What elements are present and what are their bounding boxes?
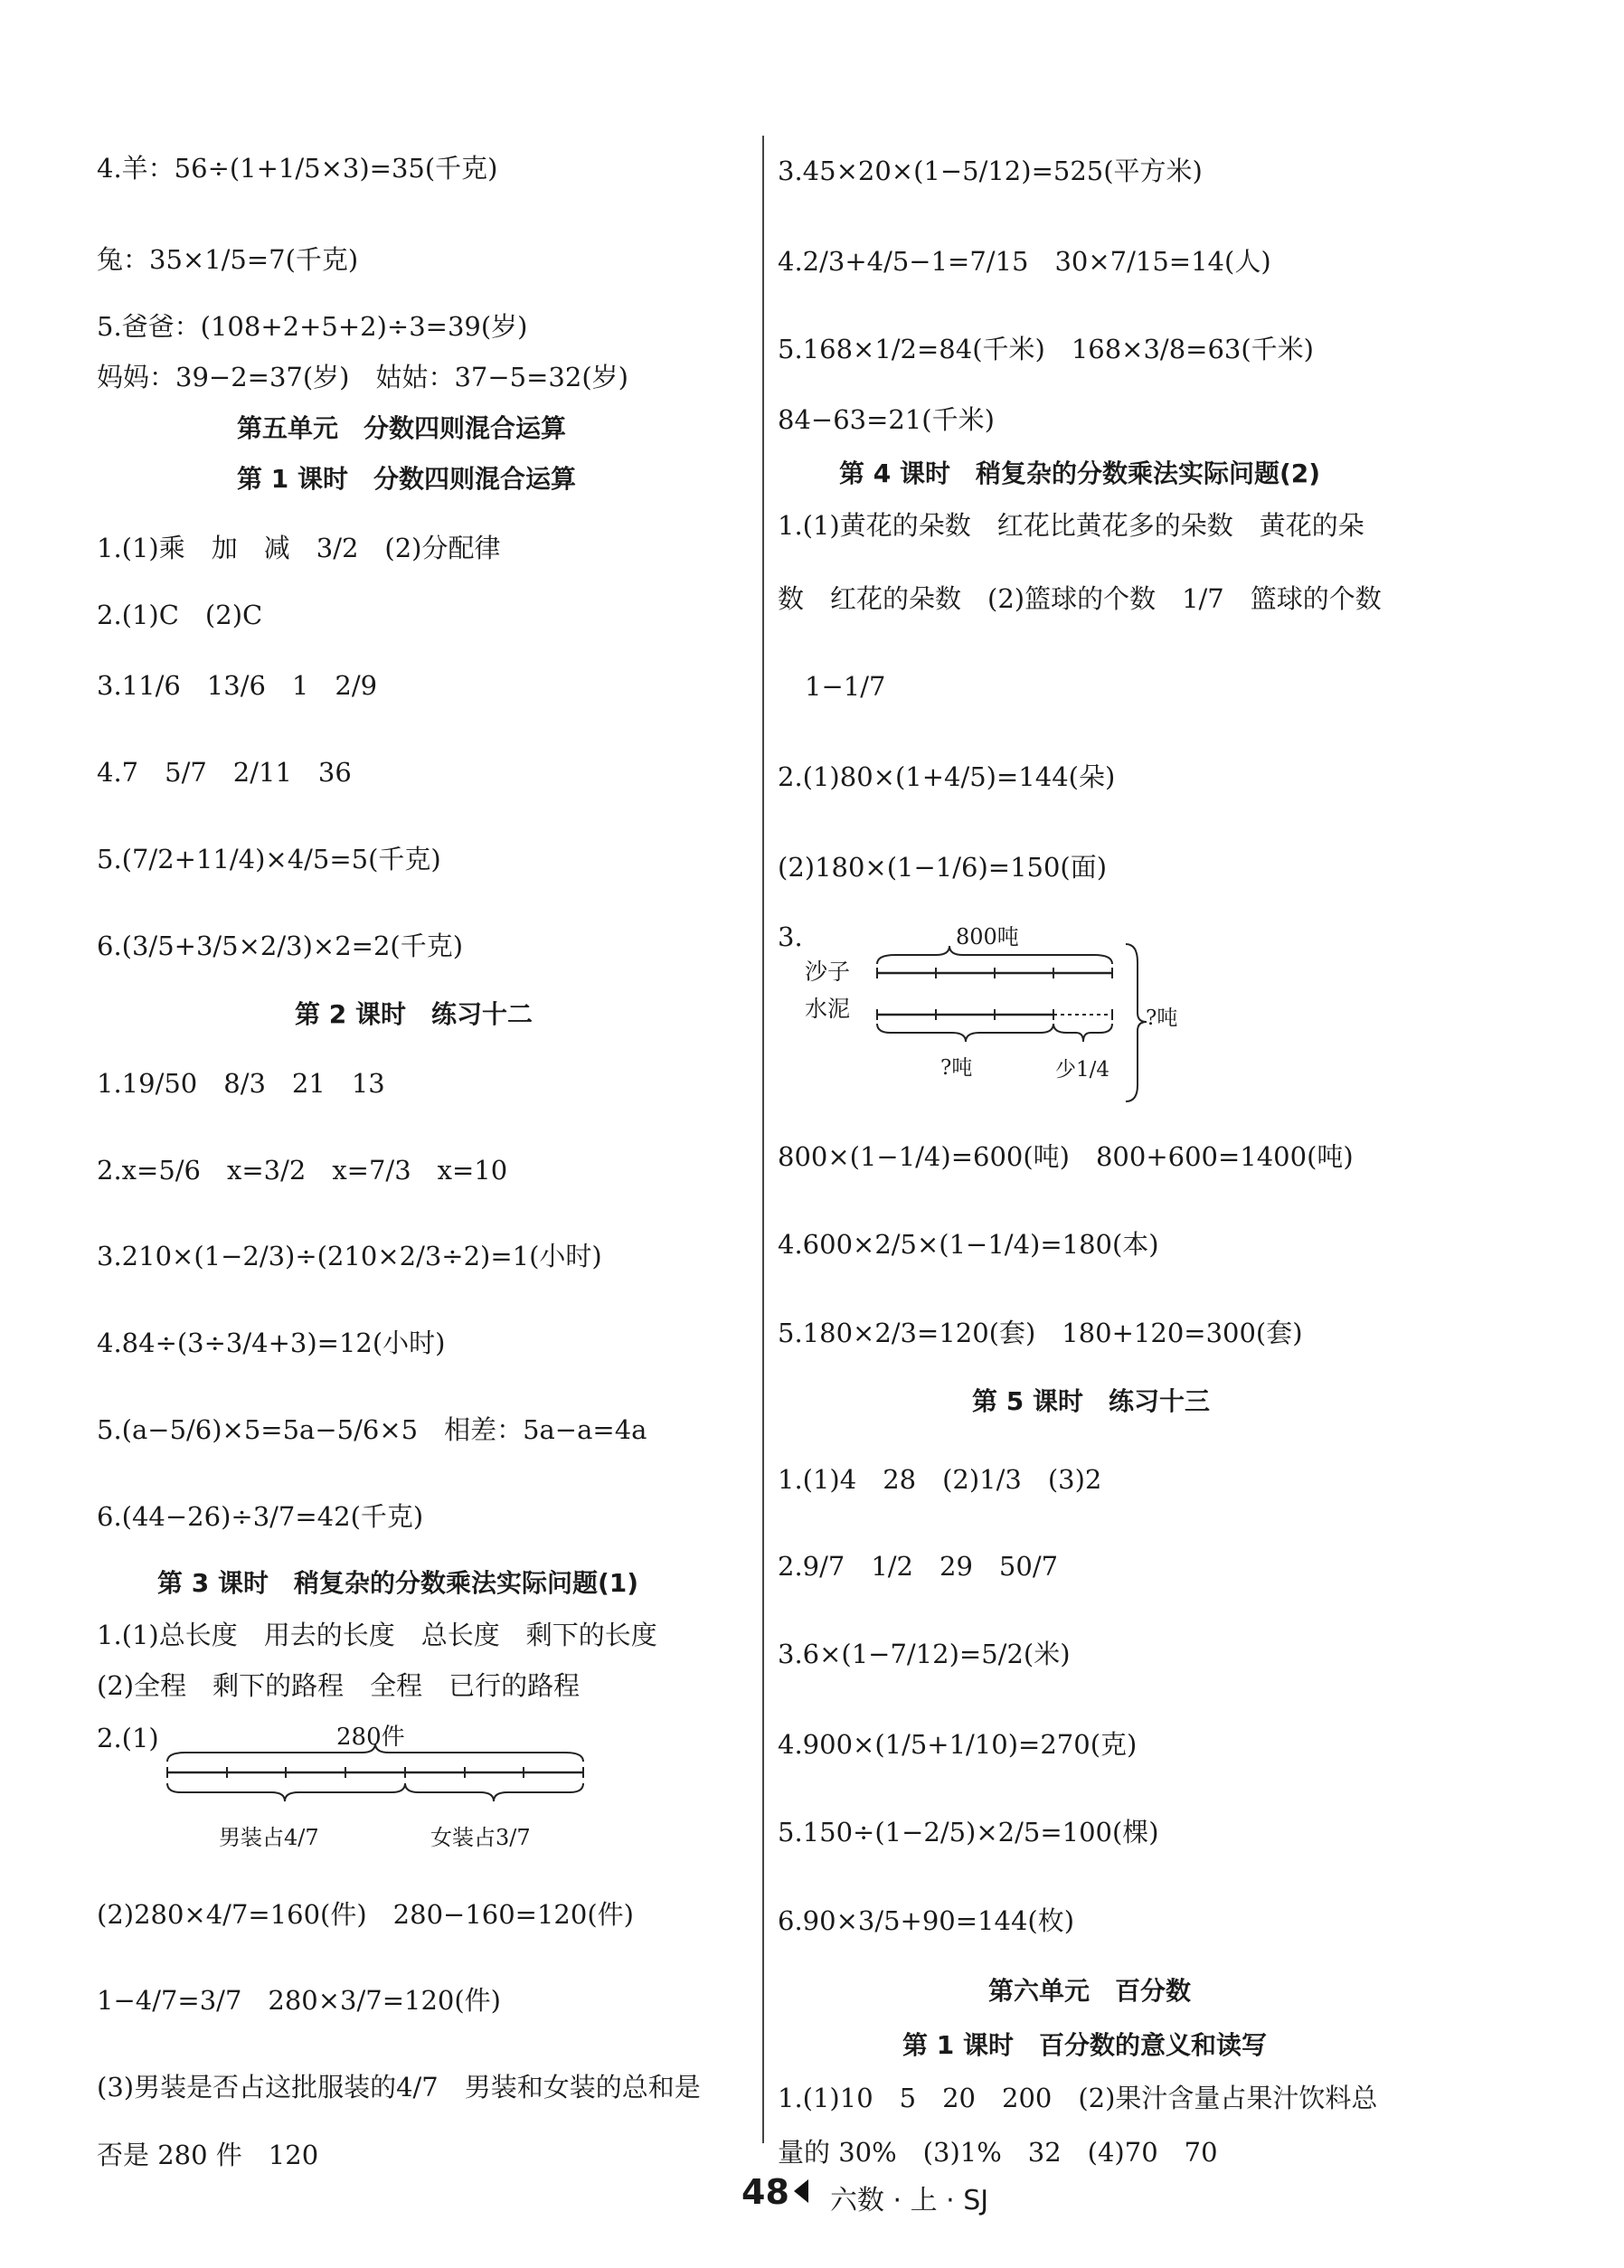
answer-line: 6.(44−26)÷3/7=42(千克) (97, 1501, 424, 1532)
diagram-top-label: 800吨 (956, 924, 1019, 950)
answer-line: 3. (778, 921, 803, 952)
answer-line: 量的 30% (3)1% 32 (4)70 70 (778, 2137, 1218, 2168)
answer-line: 5.(7/2+11/4)×4/5=5(千克) (97, 844, 441, 874)
answer-line: 3.210×(1−2/3)÷(210×2/3÷2)=1(小时) (97, 1241, 602, 1271)
lesson-heading: 第 5 课时 练习十三 (972, 1386, 1210, 1416)
answer-line: 4.羊：56÷(1+1/5×3)=35(千克) (97, 153, 498, 184)
unit-heading: 第五单元 分数四则混合运算 (237, 413, 567, 443)
answer-line: 1−1/7 (805, 671, 886, 702)
answer-line: 1.(1)10 5 20 200 (2)果汁含量占果汁饮料总 (778, 2083, 1378, 2113)
diagram-male-label: 男装占4/7 (219, 1825, 319, 1850)
answer-line: 800×(1−1/4)=600(吨) 800+600=1400(吨) (778, 1141, 1354, 1172)
answer-line: 5.爸爸：(108+2+5+2)÷3=39(岁) (97, 311, 528, 342)
answer-line: 3.6×(1−7/12)=5/2(米) (778, 1639, 1071, 1669)
answer-line: 2.(1) (97, 1723, 159, 1753)
answer-line: (2)全程 剩下的路程 全程 已行的路程 (97, 1670, 581, 1701)
answer-line: 1.(1)总长度 用去的长度 总长度 剩下的长度 (97, 1620, 657, 1650)
answer-line: 1.(1)乘 加 减 3/2 (2)分配律 (97, 533, 501, 563)
answer-line: 6.90×3/5+90=144(枚) (778, 1905, 1075, 1936)
answer-line: 1.(1)4 28 (2)1/3 (3)2 (778, 1464, 1102, 1495)
answer-line: 4.900×(1/5+1/10)=270(克) (778, 1729, 1138, 1760)
answer-line: 5.(a−5/6)×5=5a−5/6×5 相差：5a−a=4a (97, 1414, 647, 1445)
answer-line: 否是 280 件 120 (97, 2140, 319, 2170)
answer-line: 5.168×1/2=84(千米) 168×3/8=63(千米) (778, 334, 1314, 364)
page-label: 六数 · 上 · SJ (830, 2185, 989, 2216)
lesson-heading: 第 3 课时 稍复杂的分数乘法实际问题(1) (157, 1568, 639, 1598)
answer-line: 84−63=21(千米) (778, 404, 995, 435)
answer-line: 4.2/3+4/5−1=7/15 30×7/15=14(人) (778, 246, 1271, 277)
answer-line: (2)180×(1−1/6)=150(面) (778, 852, 1108, 883)
column-divider (762, 136, 764, 2143)
unit-heading: 第六单元 百分数 (988, 1976, 1192, 2006)
answer-line: 兔：35×1/5=7(千克) (97, 244, 359, 275)
page-number: 48 (741, 2172, 789, 2212)
answer-line: 1−4/7=3/7 280×3/7=120(件) (97, 1985, 501, 2016)
answer-line: 妈妈：39−2=37(岁) 姑姑：37−5=32(岁) (97, 362, 628, 392)
answer-line: 1.19/50 8/3 21 13 (97, 1068, 385, 1099)
answer-line: 4.84÷(3÷3/4+3)=12(小时) (97, 1328, 446, 1358)
answer-line: 1.(1)黄花的朵数 红花比黄花多的朵数 黄花的朵 (778, 510, 1364, 541)
answer-line: 5.180×2/3=120(套) 180+120=300(套) (778, 1318, 1303, 1348)
diagram-female-label: 女装占3/7 (430, 1825, 531, 1850)
diagram-bottom-left-label: ?吨 (940, 1056, 973, 1080)
answer-line: 2.9/7 1/2 29 50/7 (778, 1551, 1059, 1582)
answer-line: 2.(1)C (2)C (97, 600, 263, 630)
answer-line: 3.45×20×(1−5/12)=525(平方米) (778, 156, 1203, 186)
diagram-total-label: 280件 (336, 1724, 405, 1751)
lesson-heading: 第 4 课时 稍复杂的分数乘法实际问题(2) (839, 458, 1321, 488)
answer-line: 2.x=5/6 x=3/2 x=7/3 x=10 (97, 1155, 508, 1186)
diagram-sand-label: 沙子 (805, 959, 851, 985)
segment-diagram-svg (859, 922, 1166, 1103)
lesson-heading: 第 1 课时 分数四则混合运算 (237, 464, 576, 494)
segment-diagram-sand-cement (859, 922, 1166, 1103)
lesson-heading: 第 2 课时 练习十二 (295, 999, 533, 1029)
diagram-right-label: ?吨 (1146, 1006, 1178, 1030)
lesson-heading: 第 1 课时 百分数的意义和读写 (902, 2030, 1267, 2060)
page-arrow-icon (794, 2179, 808, 2203)
answer-line: (3)男装是否占这批服装的4/7 男装和女装的总和是 (97, 2072, 701, 2103)
answer-line: 数 红花的朵数 (2)篮球的个数 1/7 篮球的个数 (778, 583, 1382, 614)
answer-line: 3.11/6 13/6 1 2/9 (97, 670, 378, 701)
answer-line: 2.(1)80×(1+4/5)=144(朵) (778, 761, 1116, 792)
answer-line: (2)280×4/7=160(件) 280−160=120(件) (97, 1899, 634, 1930)
diagram-cement-label: 水泥 (805, 996, 851, 1022)
diagram-bottom-right-label: 少1/4 (1055, 1058, 1110, 1082)
answer-line: 6.(3/5+3/5×2/3)×2=2(千克) (97, 931, 464, 961)
answer-line: 5.150÷(1−2/5)×2/5=100(棵) (778, 1817, 1159, 1847)
answer-line: 4.600×2/5×(1−1/4)=180(本) (778, 1229, 1159, 1260)
answer-line: 4.7 5/7 2/11 36 (97, 757, 352, 788)
